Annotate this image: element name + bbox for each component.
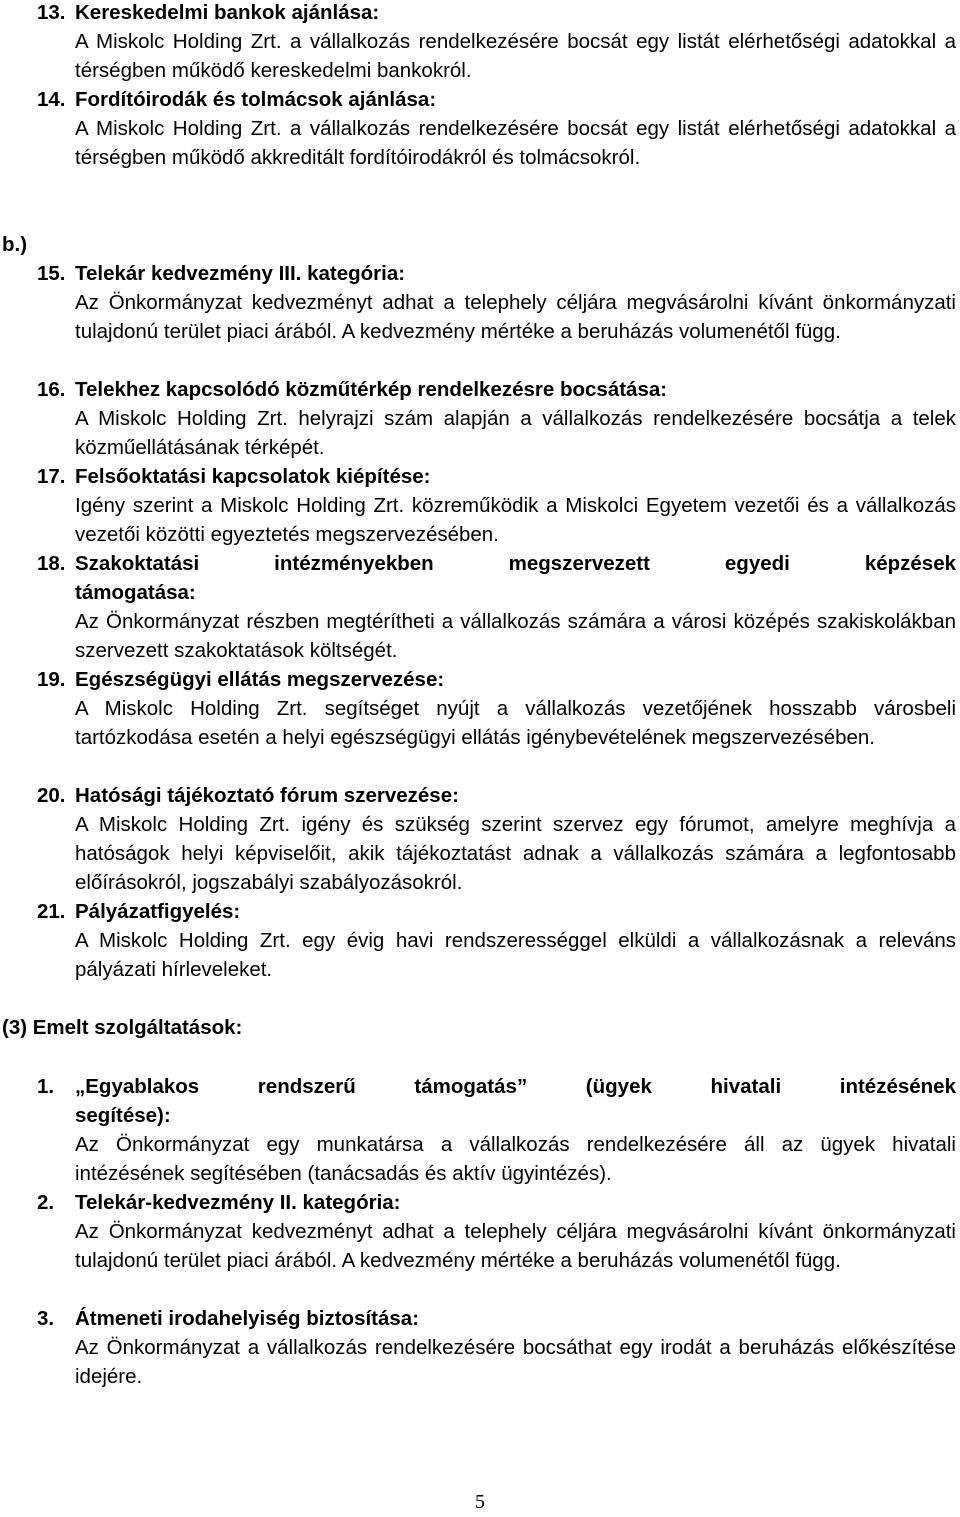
item-number: 18.	[37, 552, 66, 575]
list-item	[0, 665, 960, 752]
item-heading: Szakoktatási intézményekben megszervezett egyedi képzések	[75, 552, 956, 575]
item-text: Igény szerint a Miskolc Holding Zrt. közreműködik a Miskolci Egyetem vezetői és a vállalkozás vezetői közötti egyeztetés megszervezésében.	[75, 494, 956, 546]
item-heading: Átmeneti irodahelyiség biztosítása:	[75, 1307, 420, 1330]
item-text: Az Önkormányzat a vállalkozás rendelkezésére bocsáthat egy irodát a beruházás előkészítése idejére.	[75, 1336, 956, 1388]
page-number: 5	[475, 1491, 485, 1513]
list-item	[0, 781, 960, 897]
list-item	[0, 1304, 960, 1391]
list-item	[0, 1188, 960, 1275]
item-text: Az Önkormányzat kedvezményt adhat a telephely céljára megvásárolni kívánt önkormányzati tulajdonú terület piaci árából. A kedvezmény mértéke a beruházás volumenétől függ.	[75, 291, 956, 343]
item-number: 3.	[37, 1307, 55, 1330]
item-heading: Telekár kedvezmény III. kategória:	[75, 262, 406, 285]
item-number: 2.	[37, 1191, 55, 1214]
list-item	[0, 897, 960, 984]
item-heading-continued: segítése):	[75, 1104, 171, 1127]
item-text: A Miskolc Holding Zrt. a vállalkozás rendelkezésére bocsát egy listát elérhetőségi adatokkal a térségben működő akkreditált fordítóirodákról és tolmácsokról.	[75, 117, 956, 169]
item-number: 16.	[37, 378, 66, 401]
item-heading: Telekár-kedvezmény II. kategória:	[75, 1191, 401, 1214]
item-text: A Miskolc Holding Zrt. egy évig havi rendszerességgel elküldi a vállalkozásnak a releváns pályázati hírleveleket.	[75, 929, 956, 981]
item-number: 1.	[37, 1075, 55, 1098]
list-item	[0, 375, 960, 462]
item-text: A Miskolc Holding Zrt. a vállalkozás rendelkezésére bocsát egy listát elérhetőségi adatokkal a térségben működő kereskedelmi bankokról.	[75, 30, 956, 82]
item-heading: Pályázatfigyelés:	[75, 900, 241, 923]
item-number: 19.	[37, 668, 66, 691]
item-number: 20.	[37, 784, 66, 807]
item-heading: Telekhez kapcsolódó közműtérkép rendelkezésre bocsátása:	[75, 378, 668, 401]
item-heading: Egészségügyi ellátás megszervezése:	[75, 668, 445, 691]
section-title: (3) Emelt szolgáltatások:	[2, 1016, 243, 1039]
list-item	[0, 549, 960, 665]
item-text: A Miskolc Holding Zrt. helyrajzi szám alapján a vállalkozás rendelkezésére bocsátja a telek közműellátásának térképét.	[75, 407, 956, 459]
item-number: 21.	[37, 900, 66, 923]
item-text: Az Önkormányzat kedvezményt adhat a telephely céljára megvásárolni kívánt önkormányzati tulajdonú terület piaci árából. A kedvezmény mértéke a beruházás volumenétől függ.	[75, 1220, 956, 1272]
item-number: 15.	[37, 262, 66, 285]
list-item	[0, 0, 960, 85]
item-heading: Felsőoktatási kapcsolatok kiépítése:	[75, 465, 431, 488]
item-heading: Hatósági tájékoztató fórum szervezése:	[75, 784, 459, 807]
list-item	[0, 85, 960, 172]
item-number: 13.	[37, 1, 66, 24]
item-heading: Fordítóirodák és tolmácsok ajánlása:	[75, 88, 437, 111]
item-number: 14.	[37, 88, 66, 111]
list-item	[0, 1072, 960, 1188]
item-number: 17.	[37, 465, 66, 488]
item-text: A Miskolc Holding Zrt. igény és szükség szerint szervez egy fórumot, amelyre meghívja a hatóságok helyi képviselőit, akik tájékoztatást adnak a vállalkozás számára a legfontosabb előírásokról, jogszabályi szabályozásokról.	[75, 813, 956, 894]
list-item	[0, 259, 960, 346]
list-item	[0, 462, 960, 549]
item-heading: „Egyablakos rendszerű támogatás” (ügyek hivatali intézésének	[75, 1075, 956, 1098]
item-text: A Miskolc Holding Zrt. segítséget nyújt a vállalkozás vezetőjének hosszabb városbeli tartózkodása esetén a helyi egészségügyi ellátás igénybevételének megszervezésében.	[75, 697, 956, 749]
item-heading: Kereskedelmi bankok ajánlása:	[75, 1, 380, 24]
item-text: Az Önkormányzat részben megtérítheti a vállalkozás számára a városi középés szakiskolákban szervezett szakoktatások költségét.	[75, 610, 956, 662]
item-heading-continued: támogatása:	[75, 581, 196, 604]
item-text: Az Önkormányzat egy munkatársa a vállalkozás rendelkezésére áll az ügyek hivatali intézésének segítésében (tanácsadás és aktív ügyintézés).	[75, 1133, 956, 1185]
subsection-label: b.)	[2, 233, 28, 256]
